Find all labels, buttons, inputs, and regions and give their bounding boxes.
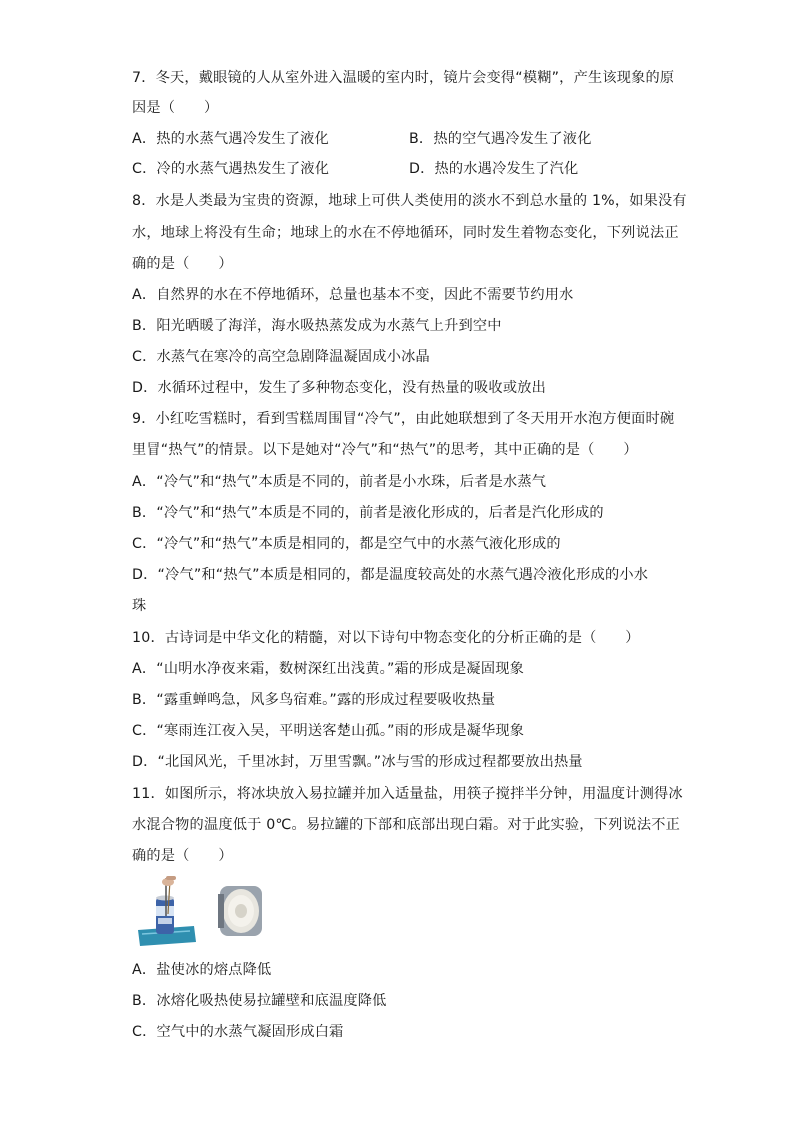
q8-stem-line1: 8．水是人类最为宝贵的资源，地球上可供人类使用的淡水不到总水量的 1%，如果没有 [132, 193, 687, 209]
q8-option-a: A．自然界的水在不停地循环，总量也基本不变，因此不需要节约用水 [132, 287, 574, 303]
q8-option-c: C．水蒸气在寒冷的高空急剧降温凝固成小冰晶 [132, 349, 430, 365]
q7-option-c: C．冷的水蒸气遇热发生了液化 [132, 161, 330, 177]
q11-stem-line3: 确的是（ ） [132, 848, 233, 864]
q11-option-c: C．空气中的水蒸气凝固形成白霜 [132, 1024, 344, 1040]
q7-stem-line2: 因是（ ） [132, 100, 219, 116]
q10-option-c: C．“寒雨连江夜入吴，平明送客楚山孤。”雨的形成是凝华现象 [132, 723, 525, 739]
q8-stem-line3: 确的是（ ） [132, 256, 233, 272]
q10-stem-line1: 10．古诗词是中华文化的精髓，对以下诗句中物态变化的分析正确的是（ ） [132, 630, 640, 646]
q9-stem-line1: 9．小红吃雪糕时，看到雪糕周围冒“冷气”，由此她联想到了冬天用开水泡方便面时碗 [132, 411, 675, 427]
q11-stem-line2: 水混合物的温度低于 0℃。易拉罐的下部和底部出现白霜。对于此实验，下列说法不正 [132, 817, 681, 833]
q11-option-b: B．冰熔化吸热使易拉罐壁和底温度降低 [132, 993, 387, 1009]
q9-option-b: B．“冷气”和“热气”本质是不同的，前者是液化形成的，后者是汽化形成的 [132, 505, 604, 521]
q7-option-b: B．热的空气遇冷发生了液化 [409, 131, 592, 147]
can-bottom-frost-image [218, 880, 266, 940]
q9-option-d-line2: 珠 [132, 598, 147, 614]
q8-option-b: B．阳光晒暖了海洋，海水吸热蒸发成为水蒸气上升到空中 [132, 318, 502, 334]
q9-option-d-line1: D．“冷气”和“热气”本质是相同的，都是温度较高处的水蒸气遇冷液化形成的小水 [132, 567, 649, 583]
q10-option-b: B．“露重蝉鸣急，风多鸟宿难。”露的形成过程要吸收热量 [132, 692, 496, 708]
q8-stem-line2: 水，地球上将没有生命；地球上的水在不停地循环，同时发生着物态变化，下列说法正 [132, 225, 679, 241]
q9-option-c: C．“冷气”和“热气”本质是相同的，都是空气中的水蒸气液化形成的 [132, 536, 561, 552]
q10-option-a: A．“山明水净夜来霜，数树深红出浅黄。”霜的形成是凝固现象 [132, 661, 524, 677]
q11-option-a: A．盐使冰的熔点降低 [132, 962, 272, 978]
q7-option-d: D．热的水遇冷发生了汽化 [409, 161, 579, 177]
q10-option-d: D．“北国风光，千里冰封，万里雪飘。”冰与雪的形成过程都要放出热量 [132, 754, 583, 770]
q7-option-a: A．热的水蒸气遇冷发生了液化 [132, 131, 329, 147]
can-with-thermometer-image [136, 876, 198, 948]
q11-figure [132, 876, 282, 948]
q8-option-d: D．水循环过程中，发生了多种物态变化，没有热量的吸收或放出 [132, 380, 546, 396]
q11-stem-line1: 11．如图所示，将冰块放入易拉罐并加入适量盐，用筷子搅拌半分钟，用温度计测得冰 [132, 786, 683, 802]
q7-stem-line1: 7．冬天，戴眼镜的人从室外进入温暖的室内时，镜片会变得“模糊”，产生该现象的原 [132, 70, 675, 86]
q9-option-a: A．“冷气”和“热气”本质是不同的，前者是小水珠，后者是水蒸气 [132, 474, 547, 490]
q9-stem-line2: 里冒“热气”的情景。以下是她对“冷气”和“热气”的思考，其中正确的是（ ） [132, 442, 638, 458]
